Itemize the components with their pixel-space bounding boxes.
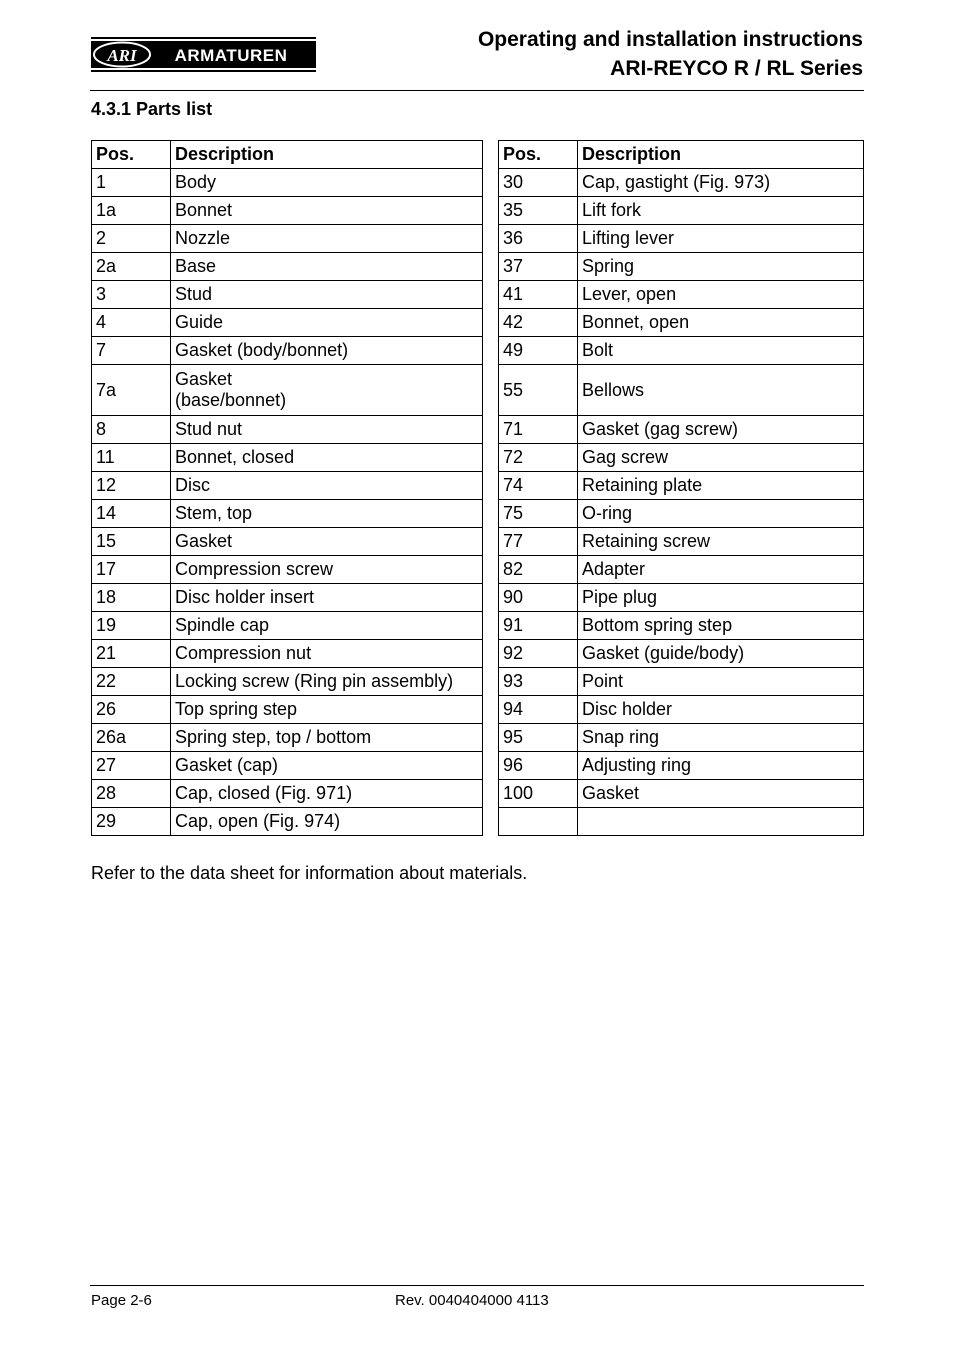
- table-row: [92, 281, 483, 309]
- table-row: [499, 337, 864, 365]
- description-cell: Gag screw: [578, 444, 864, 472]
- table-row: [499, 225, 864, 253]
- description-cell: Bonnet, closed: [171, 444, 483, 472]
- pos-cell: 22: [92, 668, 171, 696]
- pos-cell: 35: [499, 197, 578, 225]
- description-cell: Gasket (body/bonnet): [171, 337, 483, 365]
- table-row: [499, 584, 864, 612]
- column-header-pos: Pos.: [92, 141, 171, 169]
- description-cell: Gasket (gag screw): [578, 416, 864, 444]
- pos-cell: [499, 808, 578, 836]
- table-row: [92, 225, 483, 253]
- pos-cell: 1a: [92, 197, 171, 225]
- pos-cell: 75: [499, 500, 578, 528]
- pos-cell: 27: [92, 752, 171, 780]
- description-cell: Nozzle: [171, 225, 483, 253]
- table-row: [499, 556, 864, 584]
- pos-cell: 8: [92, 416, 171, 444]
- pos-cell: 26a: [92, 724, 171, 752]
- table-row: [499, 500, 864, 528]
- pos-cell: 100: [499, 780, 578, 808]
- pos-cell: 2a: [92, 253, 171, 281]
- pos-cell: 29: [92, 808, 171, 836]
- pos-cell: 42: [499, 309, 578, 337]
- pos-cell: 37: [499, 253, 578, 281]
- pos-cell: 1: [92, 169, 171, 197]
- table-row: [92, 752, 483, 780]
- description-cell: Disc: [171, 472, 483, 500]
- description-cell: Lifting lever: [578, 225, 864, 253]
- revision-number: Rev. 0040404000 4113: [395, 1292, 549, 1309]
- pos-cell: 82: [499, 556, 578, 584]
- description-cell: Locking screw (Ring pin assembly): [171, 668, 483, 696]
- description-cell: Cap, open (Fig. 974): [171, 808, 483, 836]
- table-row: [92, 584, 483, 612]
- pos-cell: 74: [499, 472, 578, 500]
- pos-cell: 36: [499, 225, 578, 253]
- table-header-row: [499, 141, 864, 169]
- pos-cell: 94: [499, 696, 578, 724]
- table-row: [499, 696, 864, 724]
- table-row: [92, 337, 483, 365]
- table-row: [92, 808, 483, 836]
- description-cell: Snap ring: [578, 724, 864, 752]
- description-cell: Lever, open: [578, 281, 864, 309]
- description-cell: Disc holder: [578, 696, 864, 724]
- pos-cell: 7a: [92, 365, 171, 416]
- table-row: [499, 472, 864, 500]
- description-cell: Point: [578, 668, 864, 696]
- table-row: [92, 528, 483, 556]
- table-row: [92, 365, 483, 416]
- table-row: [92, 253, 483, 281]
- description-cell: Disc holder insert: [171, 584, 483, 612]
- pos-cell: 96: [499, 752, 578, 780]
- pos-cell: 7: [92, 337, 171, 365]
- table-row: [499, 309, 864, 337]
- pos-cell: 93: [499, 668, 578, 696]
- pos-cell: 90: [499, 584, 578, 612]
- description-cell: Cap, gastight (Fig. 973): [578, 169, 864, 197]
- pos-cell: 92: [499, 640, 578, 668]
- description-cell: Lift fork: [578, 197, 864, 225]
- pos-cell: 12: [92, 472, 171, 500]
- materials-note: Refer to the data sheet for information about materials.: [91, 863, 528, 883]
- description-cell: Base: [171, 253, 483, 281]
- description-cell: Retaining plate: [578, 472, 864, 500]
- pos-cell: 14: [92, 500, 171, 528]
- description-cell: Compression screw: [171, 556, 483, 584]
- ari-armaturen-logo: [90, 36, 317, 73]
- description-cell: Gasket (base/bonnet): [171, 365, 483, 416]
- table-row: [499, 612, 864, 640]
- pos-cell: 15: [92, 528, 171, 556]
- parts-table-left: [91, 140, 483, 836]
- pos-cell: 30: [499, 169, 578, 197]
- table-row: [92, 169, 483, 197]
- pos-cell: 41: [499, 281, 578, 309]
- footer-divider: [90, 1285, 864, 1286]
- pos-cell: 19: [92, 612, 171, 640]
- description-cell: Spindle cap: [171, 612, 483, 640]
- pos-cell: 91: [499, 612, 578, 640]
- table-row: [499, 808, 864, 836]
- pos-cell: 49: [499, 337, 578, 365]
- pos-cell: 17: [92, 556, 171, 584]
- pos-cell: 3: [92, 281, 171, 309]
- description-cell: Guide: [171, 309, 483, 337]
- description-cell: Gasket: [578, 780, 864, 808]
- description-cell: Retaining screw: [578, 528, 864, 556]
- table-row: [92, 500, 483, 528]
- description-cell: Bonnet, open: [578, 309, 864, 337]
- description-cell: Top spring step: [171, 696, 483, 724]
- pos-cell: 28: [92, 780, 171, 808]
- description-cell: Gasket (guide/body): [578, 640, 864, 668]
- table-row: [499, 253, 864, 281]
- description-cell: Body: [171, 169, 483, 197]
- description-cell: Cap, closed (Fig. 971): [171, 780, 483, 808]
- column-header-description: Description: [578, 141, 864, 169]
- pos-cell: 95: [499, 724, 578, 752]
- pos-cell: 71: [499, 416, 578, 444]
- table-row: [499, 528, 864, 556]
- table-row: [92, 668, 483, 696]
- description-cell: Gasket: [171, 528, 483, 556]
- table-row: [499, 416, 864, 444]
- description-cell: Stem, top: [171, 500, 483, 528]
- svg-text:ARMATUREN: ARMATUREN: [174, 46, 288, 65]
- table-row: [499, 752, 864, 780]
- table-row: [499, 365, 864, 416]
- table-row: [92, 696, 483, 724]
- description-cell: O-ring: [578, 500, 864, 528]
- column-header-pos: Pos.: [499, 141, 578, 169]
- description-cell: Compression nut: [171, 640, 483, 668]
- pos-cell: 2: [92, 225, 171, 253]
- pos-cell: 11: [92, 444, 171, 472]
- pos-cell: 4: [92, 309, 171, 337]
- description-cell: Bonnet: [171, 197, 483, 225]
- table-row: [92, 309, 483, 337]
- column-header-description: Description: [171, 141, 483, 169]
- table-row: [499, 640, 864, 668]
- description-cell: Bolt: [578, 337, 864, 365]
- document-title: [478, 25, 863, 83]
- title-line-2: ARI-REYCO R / RL Series: [610, 57, 863, 80]
- description-cell: Stud: [171, 281, 483, 309]
- section-heading: 4.3.1 Parts list: [91, 99, 213, 119]
- table-row: [499, 169, 864, 197]
- svg-text:ARI: ARI: [107, 46, 137, 65]
- description-cell: Bellows: [578, 365, 864, 416]
- table-row: [92, 444, 483, 472]
- header-divider: [90, 90, 864, 91]
- table-row: [499, 444, 864, 472]
- table-row: [499, 197, 864, 225]
- description-cell: [578, 808, 864, 836]
- table-row: [499, 281, 864, 309]
- pos-cell: 77: [499, 528, 578, 556]
- description-cell: Gasket (cap): [171, 752, 483, 780]
- table-row: [92, 724, 483, 752]
- description-cell: Stud nut: [171, 416, 483, 444]
- page-number: Page 2-6: [91, 1292, 152, 1309]
- table-row: [92, 416, 483, 444]
- table-row: [92, 612, 483, 640]
- description-cell: Bottom spring step: [578, 612, 864, 640]
- title-line-1: Operating and installation instructions: [477, 28, 863, 51]
- table-row: [92, 780, 483, 808]
- table-row: [92, 472, 483, 500]
- pos-cell: 55: [499, 365, 578, 416]
- pos-cell: 21: [92, 640, 171, 668]
- description-cell: Spring: [578, 253, 864, 281]
- table-row: [92, 197, 483, 225]
- pos-cell: 72: [499, 444, 578, 472]
- description-cell: Adapter: [578, 556, 864, 584]
- table-row: [499, 724, 864, 752]
- description-cell: Pipe plug: [578, 584, 864, 612]
- table-header-row: [92, 141, 483, 169]
- table-row: [92, 556, 483, 584]
- pos-cell: 26: [92, 696, 171, 724]
- description-cell: Adjusting ring: [578, 752, 864, 780]
- pos-cell: 18: [92, 584, 171, 612]
- table-row: [499, 668, 864, 696]
- table-row: [499, 780, 864, 808]
- parts-table-right: [498, 140, 864, 836]
- description-cell: Spring step, top / bottom: [171, 724, 483, 752]
- table-row: [92, 640, 483, 668]
